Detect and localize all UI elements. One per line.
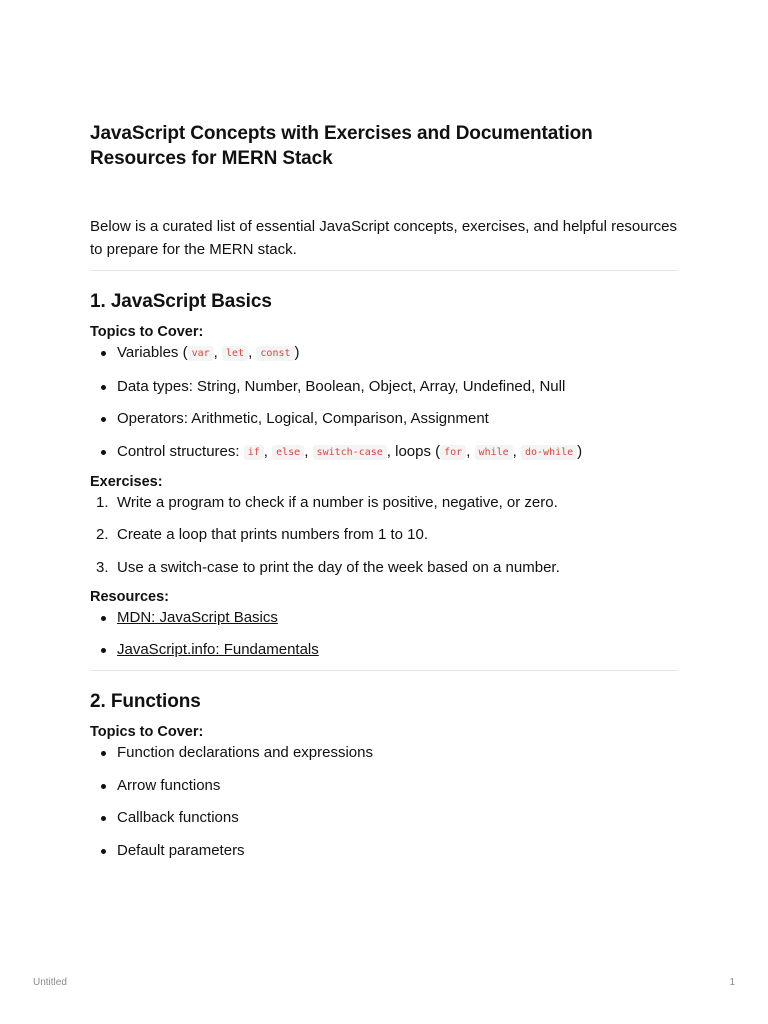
list-item: 3. Use a switch-case to print the day of the week based on a number. (96, 558, 560, 576)
list-item: Callback functions (90, 807, 678, 829)
intro-paragraph: Below is a curated list of essential JavaScript concepts, exercises, and helpful resources to prepare for the MERN stack. (90, 218, 677, 258)
code-inline: while (475, 445, 513, 460)
list-item: Function declarations and expressions (90, 742, 678, 764)
divider (90, 670, 678, 671)
resource-link-javascript-info[interactable]: JavaScript.info: Fundamentals (117, 641, 319, 658)
code-inline: switch-case (313, 445, 387, 460)
divider (90, 270, 678, 271)
topics-list (90, 342, 678, 464)
code-inline: do-while (521, 445, 577, 460)
list-item (90, 639, 678, 661)
code-inline: let (222, 346, 248, 361)
footer-page-number: 1 (729, 977, 735, 988)
resources-list (90, 607, 678, 662)
topics-list (90, 742, 678, 862)
section-heading-basics: 1. JavaScript Basics (90, 291, 272, 312)
resource-link-mdn[interactable]: MDN: JavaScript Basics (117, 608, 278, 626)
exercises-list (90, 492, 678, 579)
code-inline: const (256, 346, 294, 361)
topics-label: Topics to Cover: (90, 324, 204, 340)
topics-label: Topics to Cover: (90, 724, 204, 740)
code-inline: for (440, 445, 466, 460)
list-item: 2. Create a loop that prints numbers from 1 to 10. (96, 526, 428, 543)
code-inline: var (188, 346, 214, 361)
list-item (90, 607, 678, 629)
list-item: Control structures: if , else , switch-case , loops ( for , while , do-while ) (90, 441, 678, 464)
list-item: Arrow functions (90, 775, 678, 797)
list-item: Data types: String, Number, Boolean, Object, Array, Undefined, Null (90, 376, 678, 398)
code-inline: if (244, 445, 264, 460)
list-item: Operators: Arithmetic, Logical, Comparison, Assignment (90, 408, 678, 430)
list-item: 1. Write a program to check if a number is positive, negative, or zero. (96, 493, 558, 511)
exercises-label: Exercises: (90, 473, 163, 490)
list-item: Variables ( var , let , const ) (90, 342, 678, 365)
footer-document-name: Untitled (33, 977, 67, 988)
document-body (90, 121, 678, 862)
code-inline: else (272, 445, 304, 460)
resources-label: Resources: (90, 588, 169, 605)
page-title: JavaScript Concepts with Exercises and Documentation Resources for MERN Stack (90, 123, 593, 169)
section-heading-functions: 2. Functions (90, 691, 201, 712)
list-item: Default parameters (90, 840, 678, 862)
